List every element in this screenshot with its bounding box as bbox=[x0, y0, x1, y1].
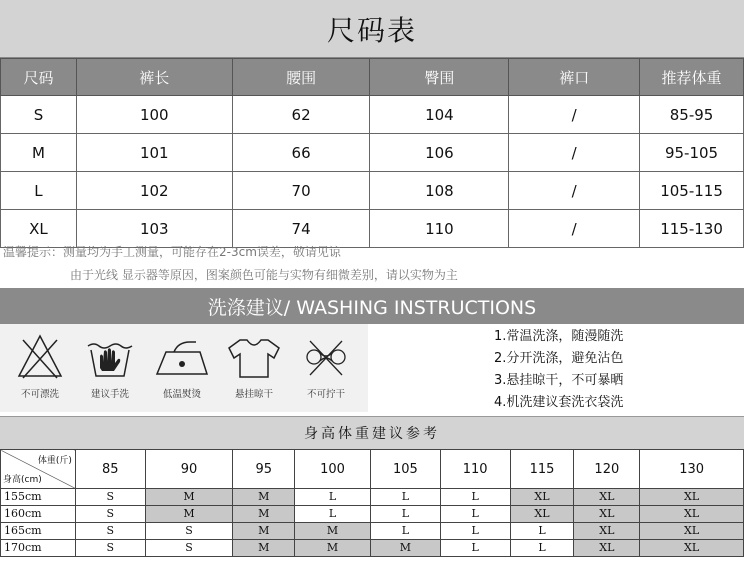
table-row bbox=[1, 134, 744, 172]
table-cell: 103 bbox=[76, 210, 232, 248]
table-cell: 105-115 bbox=[640, 172, 744, 210]
hand-wash-label: 建议手洗 bbox=[90, 389, 129, 400]
size-cell: XL bbox=[640, 506, 744, 523]
no-wring-icon bbox=[301, 332, 351, 382]
header-length: 裤长 bbox=[76, 59, 232, 96]
size-cell: L bbox=[510, 523, 574, 540]
size-cell: L bbox=[295, 489, 371, 506]
table-cell: M bbox=[1, 134, 77, 172]
weight-header: 110 bbox=[440, 450, 510, 489]
weight-header: 105 bbox=[370, 450, 440, 489]
table-cell: 115-130 bbox=[640, 210, 744, 248]
hand-wash-icon bbox=[85, 332, 135, 382]
table-cell: 62 bbox=[232, 96, 370, 134]
no-bleach-icon bbox=[15, 332, 65, 382]
washing-tips bbox=[494, 326, 623, 414]
table-cell: / bbox=[509, 134, 640, 172]
weight-header: 95 bbox=[233, 450, 295, 489]
size-table-header-row bbox=[1, 59, 744, 96]
table-cell: 110 bbox=[370, 210, 509, 248]
tip-item: 1.常温洗涤，随漫随洗 bbox=[494, 329, 624, 344]
hang-dry-label: 悬挂晾干 bbox=[234, 389, 273, 400]
weight-header: 90 bbox=[145, 450, 233, 489]
size-cell: L bbox=[440, 506, 510, 523]
weight-axis-label: 体重(斤) bbox=[37, 456, 72, 466]
low-temp-iron-icon bbox=[152, 332, 212, 382]
table-cell: 108 bbox=[370, 172, 509, 210]
table-cell: / bbox=[509, 210, 640, 248]
table-cell: / bbox=[509, 96, 640, 134]
size-cell: S bbox=[75, 489, 145, 506]
height-axis-label: 身高(cm) bbox=[3, 475, 42, 485]
low-temp-iron-item bbox=[150, 332, 214, 400]
size-cell: XL bbox=[510, 506, 574, 523]
table-row bbox=[1, 506, 744, 523]
table-row bbox=[1, 96, 744, 134]
size-cell: XL bbox=[574, 506, 640, 523]
size-cell: M bbox=[145, 489, 233, 506]
table-cell: S bbox=[1, 96, 77, 134]
table-cell: L bbox=[1, 172, 77, 210]
no-bleach-label: 不可漂洗 bbox=[20, 389, 59, 400]
low-temp-iron-label: 低温熨烫 bbox=[162, 389, 201, 400]
size-table bbox=[0, 58, 744, 248]
size-cell: L bbox=[370, 489, 440, 506]
header-size: 尺码 bbox=[1, 59, 77, 96]
size-cell: M bbox=[295, 523, 371, 540]
size-cell: XL bbox=[640, 540, 744, 557]
table-cell: 101 bbox=[76, 134, 232, 172]
size-cell: S bbox=[145, 540, 233, 557]
washing-title: 洗涤建议/ WASHING INSTRUCTIONS bbox=[0, 288, 744, 324]
tip-item: 3.悬挂晾干，不可暴晒 bbox=[494, 373, 624, 388]
hand-wash-item bbox=[78, 332, 142, 400]
table-row bbox=[1, 540, 744, 557]
size-cell: XL bbox=[640, 523, 744, 540]
header-cuff: 裤口 bbox=[509, 59, 640, 96]
no-bleach-item bbox=[8, 332, 72, 400]
size-cell: L bbox=[440, 540, 510, 557]
size-cell: XL bbox=[510, 489, 574, 506]
table-row bbox=[1, 210, 744, 248]
size-cell: M bbox=[233, 489, 295, 506]
washing-icons-panel bbox=[0, 324, 368, 412]
table-cell: 102 bbox=[76, 172, 232, 210]
reference-corner-cell bbox=[1, 450, 76, 489]
reference-table bbox=[0, 449, 744, 557]
size-cell: M bbox=[145, 506, 233, 523]
measurement-note: 温馨提示：测量均为手工测量，可能存在2-3cm误差，敬请见谅 bbox=[3, 245, 341, 259]
hang-dry-item bbox=[222, 332, 286, 400]
table-cell: 95-105 bbox=[640, 134, 744, 172]
size-cell: L bbox=[295, 506, 371, 523]
weight-header: 85 bbox=[75, 450, 145, 489]
no-wring-label: 不可拧干 bbox=[306, 389, 345, 400]
header-waist: 腰围 bbox=[232, 59, 370, 96]
size-cell: M bbox=[295, 540, 371, 557]
table-row bbox=[1, 172, 744, 210]
size-cell: L bbox=[370, 523, 440, 540]
size-cell: XL bbox=[574, 489, 640, 506]
table-cell: 106 bbox=[370, 134, 509, 172]
table-cell: 104 bbox=[370, 96, 509, 134]
table-row bbox=[1, 523, 744, 540]
height-cell: 155cm bbox=[1, 489, 76, 506]
size-cell: L bbox=[510, 540, 574, 557]
size-cell: XL bbox=[574, 523, 640, 540]
tip-item: 4.机洗建议套洗衣袋洗 bbox=[494, 395, 624, 410]
height-cell: 170cm bbox=[1, 540, 76, 557]
height-cell: 160cm bbox=[1, 506, 76, 523]
size-cell: M bbox=[370, 540, 440, 557]
table-cell: 70 bbox=[232, 172, 370, 210]
size-cell: L bbox=[440, 523, 510, 540]
color-note: 由于光线 显示器等原因，图案颜色可能与实物有细微差别，请以实物为主 bbox=[70, 268, 458, 282]
table-cell: 85-95 bbox=[640, 96, 744, 134]
header-hip: 臀围 bbox=[370, 59, 509, 96]
height-cell: 165cm bbox=[1, 523, 76, 540]
weight-header: 115 bbox=[510, 450, 574, 489]
weight-header: 100 bbox=[295, 450, 371, 489]
size-cell: XL bbox=[640, 489, 744, 506]
size-cell: M bbox=[233, 523, 295, 540]
table-cell: 66 bbox=[232, 134, 370, 172]
size-cell: M bbox=[233, 540, 295, 557]
weight-header: 130 bbox=[640, 450, 744, 489]
weight-header: 120 bbox=[574, 450, 640, 489]
table-cell: XL bbox=[1, 210, 77, 248]
table-cell: 74 bbox=[232, 210, 370, 248]
table-row bbox=[1, 489, 744, 506]
washing-section bbox=[0, 324, 744, 414]
table-cell: / bbox=[509, 172, 640, 210]
page-title: 尺码表 bbox=[0, 0, 744, 58]
size-cell: M bbox=[233, 506, 295, 523]
size-cell: L bbox=[440, 489, 510, 506]
tip-item: 2.分开洗涤，避免沾色 bbox=[494, 351, 624, 366]
size-cell: S bbox=[145, 523, 233, 540]
reference-title: 身高体重建议参考 bbox=[0, 416, 744, 449]
size-cell: S bbox=[75, 540, 145, 557]
header-weight: 推荐体重 bbox=[640, 59, 744, 96]
no-wring-item bbox=[294, 332, 358, 400]
reference-header-row bbox=[1, 450, 744, 489]
size-cell: XL bbox=[574, 540, 640, 557]
size-cell: L bbox=[370, 506, 440, 523]
size-cell: S bbox=[75, 523, 145, 540]
table-cell: 100 bbox=[76, 96, 232, 134]
size-cell: S bbox=[75, 506, 145, 523]
hang-dry-icon bbox=[224, 332, 284, 382]
